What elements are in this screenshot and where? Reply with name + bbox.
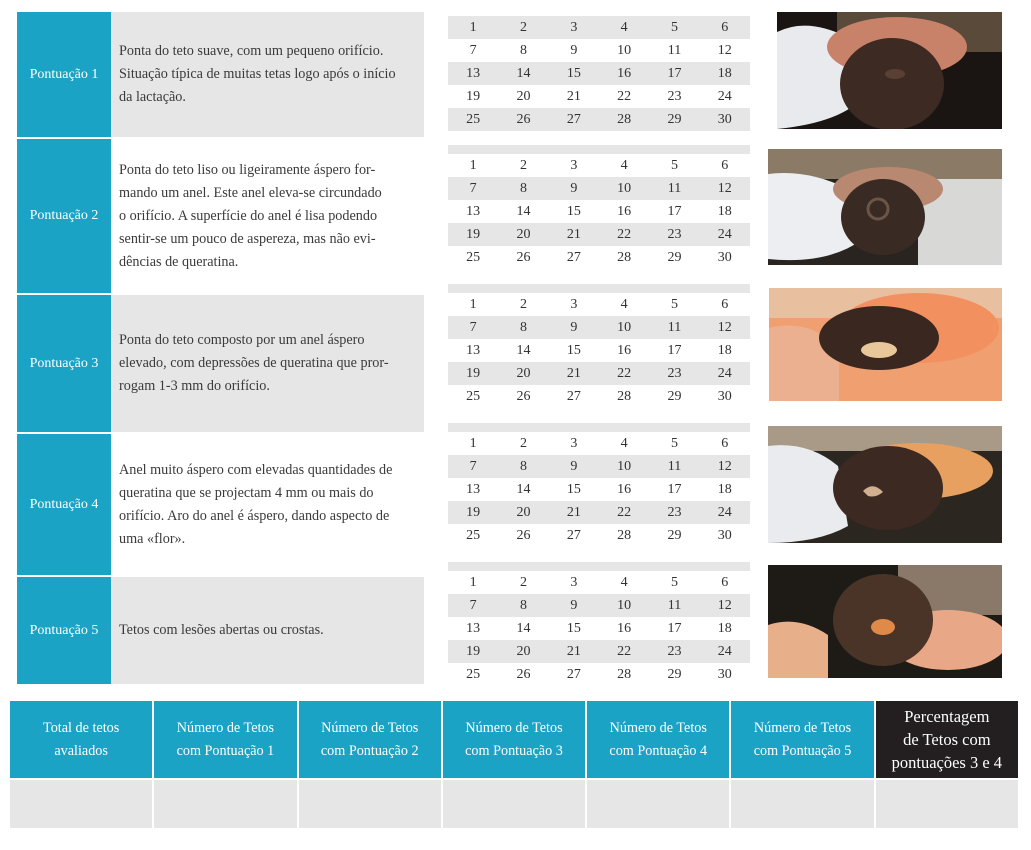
summary-header-text: Percentagem de Tetos com pontuações 3 e 4 bbox=[891, 707, 1003, 772]
description-line: Ponta do teto composto por um anel áspero bbox=[119, 332, 365, 348]
teat-number: 20 bbox=[516, 643, 531, 659]
description-line: dências de queratina. bbox=[119, 253, 239, 270]
teat-number: 2 bbox=[519, 19, 527, 35]
teat-number: 28 bbox=[617, 111, 632, 127]
summary-value-cell[interactable] bbox=[299, 780, 441, 828]
teat-number: 22 bbox=[617, 643, 632, 659]
teat-number: 6 bbox=[721, 19, 729, 35]
teat-number: 26 bbox=[516, 249, 531, 265]
teat-number: 13 bbox=[466, 481, 481, 497]
teat-number: 25 bbox=[466, 527, 481, 543]
grid-row bbox=[448, 385, 750, 408]
teat-number: 24 bbox=[717, 643, 732, 659]
summary-value-cell[interactable] bbox=[876, 780, 1018, 828]
teat-number: 10 bbox=[617, 458, 632, 474]
teat-number: 19 bbox=[466, 226, 481, 242]
teat-number: 8 bbox=[519, 458, 527, 474]
teat-number: 1 bbox=[469, 435, 477, 451]
teat-number: 2 bbox=[519, 435, 527, 451]
grid-row bbox=[448, 571, 750, 594]
teat-number: 23 bbox=[667, 88, 682, 104]
summary-body-row bbox=[10, 780, 1018, 828]
teat-number: 3 bbox=[570, 19, 578, 35]
teat-number: 12 bbox=[717, 42, 732, 58]
summary-header-text: Número de Tetos com Pontuação 3 bbox=[465, 719, 563, 759]
score-label: Pontuação 5 bbox=[17, 577, 111, 684]
description-line: da lactação. bbox=[119, 89, 186, 105]
score-row-2 bbox=[17, 139, 424, 293]
teat-number: 10 bbox=[617, 597, 632, 613]
teat-number: 8 bbox=[519, 597, 527, 613]
teat-number: 1 bbox=[469, 574, 477, 590]
teat-number: 14 bbox=[516, 65, 531, 81]
teat-photo-score-5 bbox=[768, 565, 1002, 678]
summary-table bbox=[10, 701, 1018, 828]
grid-row bbox=[448, 524, 750, 547]
teat-number: 12 bbox=[717, 180, 732, 196]
teat-number: 13 bbox=[466, 65, 481, 81]
teat-number: 30 bbox=[717, 388, 732, 404]
summary-value-cell[interactable] bbox=[10, 780, 152, 828]
summary-header-cell bbox=[154, 701, 296, 778]
score-description bbox=[111, 434, 424, 575]
teat-number: 22 bbox=[617, 365, 632, 381]
teat-number: 20 bbox=[516, 226, 531, 242]
teat-number: 19 bbox=[466, 365, 481, 381]
teat-number: 22 bbox=[617, 226, 632, 242]
teat-number: 29 bbox=[667, 111, 682, 127]
teat-number: 15 bbox=[566, 342, 581, 358]
teat-number: 19 bbox=[466, 643, 481, 659]
teat-number: 1 bbox=[469, 19, 477, 35]
teat-number: 13 bbox=[466, 203, 481, 219]
teat-number: 15 bbox=[566, 481, 581, 497]
summary-value-cell[interactable] bbox=[154, 780, 296, 828]
summary-header-cell bbox=[299, 701, 441, 778]
summary-header-text: Número de Tetos com Pontuação 5 bbox=[753, 719, 852, 759]
score-description bbox=[111, 12, 424, 137]
grid-row bbox=[448, 640, 750, 663]
teat-number: 10 bbox=[617, 319, 632, 335]
teat-number: 16 bbox=[617, 65, 632, 81]
teat-number: 12 bbox=[717, 597, 732, 613]
teat-number: 2 bbox=[519, 574, 527, 590]
summary-header-row bbox=[10, 701, 1018, 778]
teat-number: 15 bbox=[566, 203, 581, 219]
score-row-4 bbox=[17, 434, 424, 575]
teat-number: 5 bbox=[670, 157, 678, 173]
summary-header-cell bbox=[10, 701, 152, 778]
teat-number: 3 bbox=[570, 157, 578, 173]
teat-number: 4 bbox=[620, 19, 628, 35]
teat-number: 24 bbox=[717, 504, 732, 520]
teat-number: 25 bbox=[466, 388, 481, 404]
teat-number: 24 bbox=[717, 88, 732, 104]
teat-number: 6 bbox=[721, 296, 729, 312]
teat-number: 17 bbox=[667, 620, 682, 636]
teat-number: 17 bbox=[667, 65, 682, 81]
teat-number: 9 bbox=[570, 180, 578, 196]
teat-number: 1 bbox=[469, 157, 477, 173]
teat-number: 16 bbox=[617, 203, 632, 219]
grid-row bbox=[448, 617, 750, 640]
summary-header-cell bbox=[876, 701, 1018, 778]
summary-header-text: Número de Tetos com Pontuação 1 bbox=[176, 719, 275, 759]
teat-number: 14 bbox=[516, 481, 531, 497]
score-row-3 bbox=[17, 295, 424, 432]
grid-row bbox=[448, 339, 750, 362]
teat-number: 21 bbox=[566, 643, 581, 659]
teat-number: 27 bbox=[566, 249, 581, 265]
teat-number: 7 bbox=[469, 458, 477, 474]
score-label: Pontuação 3 bbox=[17, 295, 111, 432]
score-row-1 bbox=[17, 12, 424, 137]
grid-row bbox=[448, 108, 750, 131]
teat-number: 10 bbox=[617, 180, 632, 196]
grid-row bbox=[448, 478, 750, 501]
teat-number: 7 bbox=[469, 42, 477, 58]
teat-number: 25 bbox=[466, 249, 481, 265]
teat-number: 20 bbox=[516, 365, 531, 381]
summary-value-cell[interactable] bbox=[731, 780, 873, 828]
teat-number: 21 bbox=[566, 365, 581, 381]
description-line: queratina que se projectam 4 mm ou mais do bbox=[119, 484, 374, 501]
teat-number: 2 bbox=[519, 157, 527, 173]
teat-number: 23 bbox=[667, 226, 682, 242]
teat-number: 3 bbox=[570, 574, 578, 590]
description-line: orifício. Aro do anel é áspero, dando aspecto de bbox=[119, 507, 390, 524]
summary-header-text: Número de Tetos com Pontuação 4 bbox=[609, 719, 708, 759]
teat-number: 7 bbox=[469, 319, 477, 335]
teat-number: 20 bbox=[516, 504, 531, 520]
teat-number: 25 bbox=[466, 111, 481, 127]
teat-number: 16 bbox=[617, 481, 632, 497]
grid-row bbox=[448, 223, 750, 246]
description-line: Ponta do teto suave, com um pequeno orifício. bbox=[119, 43, 384, 59]
teat-number-grid-2 bbox=[448, 145, 750, 269]
summary-header-cell bbox=[443, 701, 585, 778]
teat-photo-score-2 bbox=[768, 149, 1002, 265]
teat-number: 18 bbox=[717, 620, 732, 636]
teat-number: 6 bbox=[721, 157, 729, 173]
teat-number: 27 bbox=[566, 666, 581, 682]
teat-number: 28 bbox=[617, 249, 632, 265]
teat-number: 26 bbox=[516, 527, 531, 543]
teat-number: 14 bbox=[516, 620, 531, 636]
teat-number: 26 bbox=[516, 388, 531, 404]
grid-row bbox=[448, 16, 750, 39]
teat-number: 3 bbox=[570, 296, 578, 312]
teat-number: 15 bbox=[566, 620, 581, 636]
grid-row bbox=[448, 62, 750, 85]
description-line: elevado, com depressões de queratina que pror- bbox=[119, 355, 389, 371]
teat-number: 29 bbox=[667, 388, 682, 404]
teat-number: 5 bbox=[670, 296, 678, 312]
teat-number: 27 bbox=[566, 527, 581, 543]
teat-number: 15 bbox=[566, 65, 581, 81]
teat-number: 9 bbox=[570, 42, 578, 58]
teat-number: 18 bbox=[717, 203, 732, 219]
teat-number: 8 bbox=[519, 42, 527, 58]
teat-number: 17 bbox=[667, 342, 682, 358]
teat-number: 7 bbox=[469, 180, 477, 196]
grid-row bbox=[448, 455, 750, 478]
teat-number: 9 bbox=[570, 458, 578, 474]
score-description bbox=[111, 577, 424, 684]
teat-number: 6 bbox=[721, 574, 729, 590]
teat-number: 30 bbox=[717, 111, 732, 127]
teat-number: 18 bbox=[717, 65, 732, 81]
teat-number: 13 bbox=[466, 342, 481, 358]
teat-number: 22 bbox=[617, 504, 632, 520]
teat-number: 4 bbox=[620, 574, 628, 590]
description-line: mando um anel. Este anel eleva-se circundado bbox=[119, 184, 382, 201]
teat-number: 10 bbox=[617, 42, 632, 58]
summary-header-text: Número de Tetos com Pontuação 2 bbox=[320, 719, 419, 759]
grid-row bbox=[448, 293, 750, 316]
grid-row bbox=[448, 362, 750, 385]
score-description bbox=[111, 139, 424, 293]
description-line: o orifício. A superfície do anel é lisa podendo bbox=[119, 207, 378, 224]
teat-number: 14 bbox=[516, 342, 531, 358]
teat-number-grid-5 bbox=[448, 562, 750, 686]
teat-number: 18 bbox=[717, 481, 732, 497]
teat-number: 30 bbox=[717, 249, 732, 265]
grid-row bbox=[448, 316, 750, 339]
teat-number: 17 bbox=[667, 203, 682, 219]
teat-photo-score-3 bbox=[769, 288, 1002, 401]
score-row-5 bbox=[17, 577, 424, 684]
description-line: Anel muito áspero com elevadas quantidades de bbox=[119, 461, 393, 478]
grid-row bbox=[448, 85, 750, 108]
teat-number: 22 bbox=[617, 88, 632, 104]
description-line: sentir-se um pouco de aspereza, mas não evi- bbox=[119, 230, 376, 247]
grid-row bbox=[448, 594, 750, 617]
grid-row bbox=[448, 200, 750, 223]
score-description bbox=[111, 295, 424, 432]
teat-number: 11 bbox=[667, 597, 682, 613]
teat-number: 8 bbox=[519, 180, 527, 196]
teat-number-grid-1 bbox=[448, 16, 750, 131]
teat-number: 12 bbox=[717, 319, 732, 335]
teat-number: 16 bbox=[617, 620, 632, 636]
teat-number: 21 bbox=[566, 88, 581, 104]
summary-header-cell bbox=[587, 701, 729, 778]
teat-number: 21 bbox=[566, 226, 581, 242]
description-line: uma «flor». bbox=[119, 530, 186, 547]
teat-number: 18 bbox=[717, 342, 732, 358]
teat-number: 8 bbox=[519, 319, 527, 335]
score-label: Pontuação 4 bbox=[17, 434, 111, 575]
teat-number: 28 bbox=[617, 527, 632, 543]
teat-number: 11 bbox=[667, 458, 682, 474]
teat-number: 5 bbox=[670, 435, 678, 451]
teat-number: 11 bbox=[667, 319, 682, 335]
teat-number: 1 bbox=[469, 296, 477, 312]
teat-number: 17 bbox=[667, 481, 682, 497]
teat-number: 12 bbox=[717, 458, 732, 474]
teat-number: 29 bbox=[667, 249, 682, 265]
description-line: Ponta do teto liso ou ligeiramente áspero for- bbox=[119, 161, 376, 178]
summary-header-text: Total de tetos avaliados bbox=[43, 719, 120, 759]
grid-row bbox=[448, 663, 750, 686]
teat-number: 16 bbox=[617, 342, 632, 358]
teat-number: 27 bbox=[566, 388, 581, 404]
summary-header-cell bbox=[731, 701, 873, 778]
teat-number: 28 bbox=[617, 388, 632, 404]
teat-number: 4 bbox=[620, 296, 628, 312]
teat-number: 27 bbox=[566, 111, 581, 127]
teat-number: 24 bbox=[717, 365, 732, 381]
teat-number: 19 bbox=[466, 88, 481, 104]
score-label: Pontuação 2 bbox=[17, 139, 111, 293]
teat-number: 9 bbox=[570, 597, 578, 613]
teat-number: 4 bbox=[620, 435, 628, 451]
teat-number: 14 bbox=[516, 203, 531, 219]
teat-number: 3 bbox=[570, 435, 578, 451]
description-line: Situação típica de muitas tetas logo após o início bbox=[119, 66, 396, 82]
summary-value-cell[interactable] bbox=[587, 780, 729, 828]
teat-number-grid-4 bbox=[448, 423, 750, 547]
teat-photo-score-1 bbox=[777, 12, 1002, 129]
teat-number-grid-3 bbox=[448, 284, 750, 408]
teat-number: 7 bbox=[469, 597, 477, 613]
teat-number: 11 bbox=[667, 180, 682, 196]
teat-number: 19 bbox=[466, 504, 481, 520]
summary-value-cell[interactable] bbox=[443, 780, 585, 828]
teat-number: 23 bbox=[667, 365, 682, 381]
teat-number: 23 bbox=[667, 643, 682, 659]
teat-number: 6 bbox=[721, 435, 729, 451]
teat-number: 30 bbox=[717, 666, 732, 682]
teat-number: 13 bbox=[466, 620, 481, 636]
teat-number: 20 bbox=[516, 88, 531, 104]
score-label: Pontuação 1 bbox=[17, 12, 111, 137]
grid-row bbox=[448, 432, 750, 455]
teat-photo-score-4 bbox=[768, 426, 1002, 543]
teat-number: 11 bbox=[667, 42, 682, 58]
teat-number: 26 bbox=[516, 666, 531, 682]
teat-number: 29 bbox=[667, 527, 682, 543]
teat-number: 26 bbox=[516, 111, 531, 127]
grid-row bbox=[448, 246, 750, 269]
teat-number: 28 bbox=[617, 666, 632, 682]
teat-number: 30 bbox=[717, 527, 732, 543]
grid-row bbox=[448, 154, 750, 177]
grid-row bbox=[448, 39, 750, 62]
grid-row bbox=[448, 501, 750, 524]
teat-number: 25 bbox=[466, 666, 481, 682]
teat-number: 21 bbox=[566, 504, 581, 520]
description-line: Tetos com lesões abertas ou crostas. bbox=[119, 622, 324, 638]
grid-row bbox=[448, 177, 750, 200]
teat-number: 5 bbox=[670, 574, 678, 590]
teat-number: 5 bbox=[670, 19, 678, 35]
teat-number: 29 bbox=[667, 666, 682, 682]
teat-number: 24 bbox=[717, 226, 732, 242]
teat-number: 9 bbox=[570, 319, 578, 335]
teat-number: 23 bbox=[667, 504, 682, 520]
teat-number: 2 bbox=[519, 296, 527, 312]
description-line: rogam 1-3 mm do orifício. bbox=[119, 378, 270, 394]
teat-number: 4 bbox=[620, 157, 628, 173]
